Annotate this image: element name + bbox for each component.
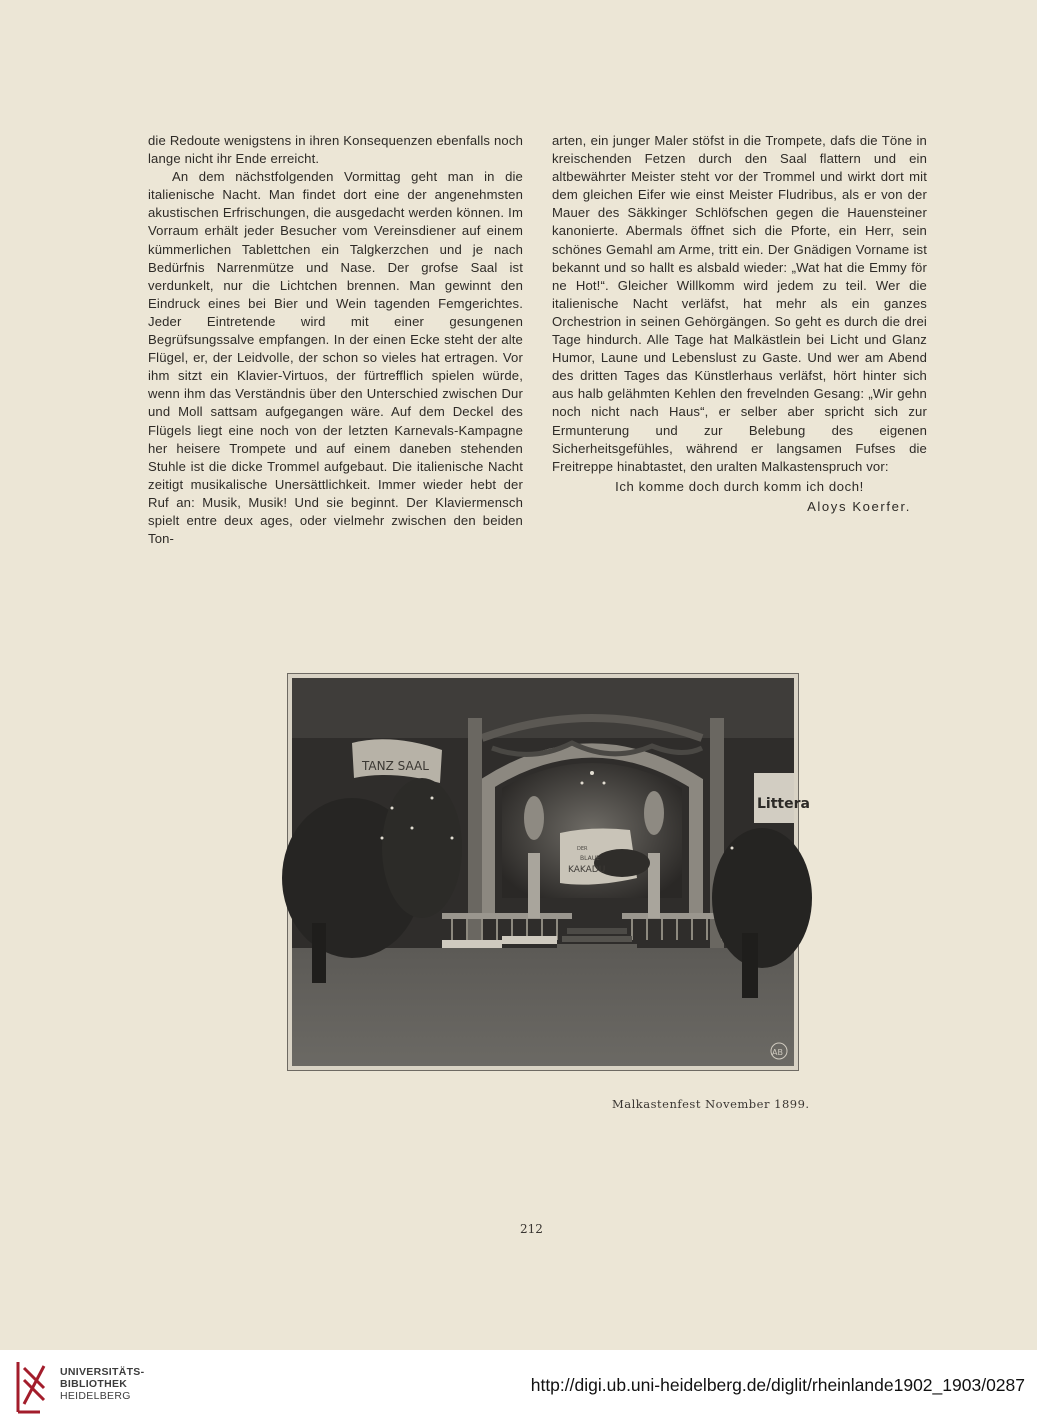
paragraph: die Redoute wenigstens in ihren Konsequenzen ebenfalls noch lange nicht ihr Ende erreicht. (148, 133, 523, 167)
page-number: 212 (520, 1222, 543, 1236)
photo-caption: Malkastenfest November 1899. (612, 1097, 810, 1111)
author-signature: Aloys Koerfer. (807, 498, 911, 514)
banner-text-3: KAKADU (568, 865, 606, 875)
photograph-festival-hall (292, 678, 810, 1066)
motto-line: Ich komme doch durch komm ich doch! (615, 478, 864, 494)
photograph-frame (287, 673, 810, 1071)
photo-illustration (292, 678, 810, 1066)
paragraph: An dem nächstfolgenden Vormittag geht man in die italienische Nacht. Man findet dort eine der angenehmsten akustischen Erfrischungen, die ausgedacht werden können. Im Vorraum erhält jeder Besucher vom Vereinsdiener auf einem kümmerlichen Tablettchen ein Talgkerzchen und je nach Bedürfnis Narrenmütze und Nase. Der grofse Saal ist verdunkelt, nur die Lichtchen brennen. Man gewinnt den Eindruck eines bei Bier und Wein tagenden Femgerichtes. Jeder Eintretende wird mit einer gesungenen Begrüfsungssalve empfangen. In der einen Ecke steht der alte Flügel, er, der Leidvolle, der schon so vieles hat ertragen. Vor ihm sitzt ein Klavier-Virtuos, der fürtrefflich spielen würde, wenn ihm das Verständnis über den Unterschied zwischen Dur und Moll sattsam aufgegangen wäre. Auf dem Deckel des Flügels liegt eine noch von der letzten Karnevals-Kampagne her heisere Trompete und auf einem daneben stehenden Stuhle ist die dicke Trommel aufgebaut. Die italienische Nacht zeitigt musikalische Unersättlichkeit. Immer wieder hebt der Ruf an: Musik, Musik! Und sie beginnt. Der Klaviermensch spielt entre deux ages, oder vielmehr zwischen den beiden Ton- (148, 169, 523, 547)
sign-right-text: Littera (757, 796, 810, 812)
banner-text-1: DER (577, 846, 588, 852)
paragraph: arten, ein junger Maler stöfst in die Trompete, dafs die Töne in kreischenden Fetzen durch den Saal flattern und ein altbewährter Meister steht vor der Trommel und wirkt dort mit dem gleichen Eifer wie einst Meister Fludribus, als er von der Mauer des Säkkinger Schlöfschen gegen die Hauensteiner kanonierte. Abermals öffnet sich die Pforte, ein Herr, sein schönes Gemahl am Arme, tritt ein. Der Gnädigen Vorname ist bekannt und so hallt es alsbald wieder: „Wat hat die Emmy för ne Hot!“. Gleicher Willkomm wird jedem zu teil. Wer die italienische Nacht verläfst, hat mehr als ein ganzes Orchestrion in seinen Gehörgängen. So geht es durch die drei Tage hindurch. Alle Tage hat Malkästlein bei Licht und Glanz Humor, Laune und Lebenslust zu Gaste. Und wer am Abend des dritten Tages das Künstlerhaus verläfst, hört hinter sich aus halb gelähmten Kehlen den frevelnden Gesang: „Wir gehn noch nicht nach Haus“, er selber aber spricht sich zur Ermunterung und zur Belebung des eigenen Sicherheitsgefühles, während er langsamen Fufses die Freitreppe hinabtastet, den uralten Malkastenspruch vor: (552, 133, 927, 474)
banner-text-2: BLAUE (580, 855, 600, 862)
library-logo-icon[interactable] (10, 1358, 52, 1416)
footer-bar (0, 1350, 1037, 1424)
permalink-url[interactable]: http://digi.ub.uni-heidelberg.de/diglit/rheinlande1902_1903/0287 (530, 1375, 1025, 1395)
text-column-right (552, 132, 927, 516)
library-name-line: UNIVERSITÄTS- (60, 1366, 145, 1378)
library-name-line: HEIDELBERG (60, 1390, 131, 1402)
library-name-line: BIBLIOTHEK (60, 1378, 128, 1390)
library-name (60, 1366, 144, 1402)
photographer-monogram: AB (772, 1048, 783, 1057)
sign-left-text: TANZ SAAL (362, 759, 429, 773)
text-column-left (148, 132, 523, 548)
